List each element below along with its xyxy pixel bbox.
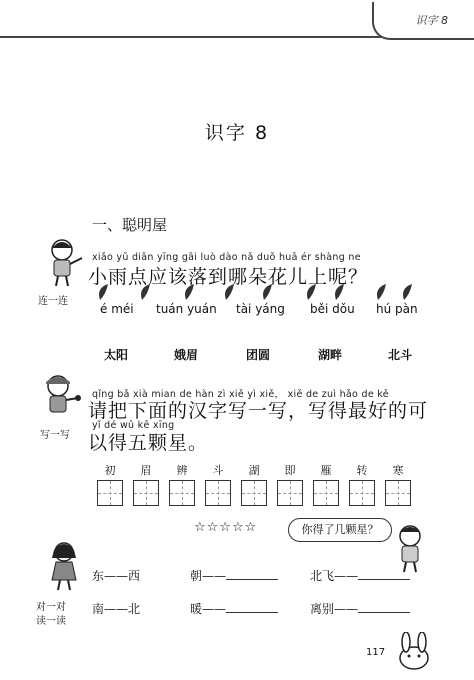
pair-word-a: 东 (92, 569, 105, 583)
connect-label: 连一连 (38, 296, 68, 307)
kid-writing-icon (38, 372, 82, 424)
grid-char-6: 即 (284, 464, 296, 477)
answer-blank[interactable] (226, 602, 278, 613)
raindrop-icon (398, 282, 418, 302)
q2-pinyin-line2: yǐ dé wǔ kē xīng (92, 420, 175, 431)
option-pinyin-1[interactable]: é méi (100, 302, 134, 316)
write-label: 写一写 (40, 430, 70, 441)
header-tab (372, 2, 474, 40)
writing-grid-8[interactable] (349, 480, 375, 506)
grid-char-9: 寒 (392, 464, 404, 477)
option-pinyin-2[interactable]: tuán yuán (156, 302, 217, 316)
pair-word-a: 朝 (190, 569, 203, 583)
page-number: 117 (366, 647, 386, 658)
option-pinyin-3[interactable]: tài yáng (236, 302, 285, 316)
q2-pinyin-line1: qǐng bǎ xià mian de hàn zì xiě yì xiě， xiě de zuì hǎo de kě (92, 389, 389, 400)
pair-item-6: 离别—— (310, 600, 410, 617)
writing-grid-5[interactable] (241, 480, 267, 506)
grid-char-7: 雁 (320, 464, 332, 477)
pair-item-4: 南——北 (92, 602, 141, 616)
option-pinyin-4[interactable]: běi dǒu (310, 302, 355, 316)
raindrop-icon (94, 282, 114, 302)
pair-item-1: 东——西 (92, 569, 141, 583)
answer-blank[interactable] (226, 569, 278, 580)
raindrop-icon (330, 282, 350, 302)
answer-blank[interactable] (358, 569, 410, 580)
q1-question: 小雨点应该落到哪朵花儿上呢？ (88, 266, 369, 288)
grid-char-3: 辨 (176, 464, 188, 477)
page-title: 识字 8 (204, 122, 270, 144)
pair-word-a: 离别 (310, 602, 335, 616)
flower-word-4[interactable]: 湖畔 (318, 348, 343, 362)
pair-item-5: 暖—— (190, 600, 278, 617)
pair-label-line2: 读一读 (36, 616, 66, 627)
writing-grid-3[interactable] (169, 480, 195, 506)
pair-word-a: 暖 (190, 602, 203, 616)
flower-word-3[interactable]: 团圆 (246, 348, 271, 362)
kid-pointing-icon (40, 236, 84, 288)
pair-item-2: 朝—— (190, 567, 278, 584)
speech-bubble: 你得了几颗星？ (288, 518, 392, 542)
grid-char-1: 初 (104, 464, 116, 477)
bunny-icon (392, 632, 436, 672)
q2-text-line1: 请把下面的汉字写一写，写得最好的可 (88, 400, 429, 422)
q2-text-line2: 以得五颗星。 (88, 432, 209, 454)
flower-word-1[interactable]: 太阳 (104, 348, 129, 362)
option-pinyin-5[interactable]: hú pàn (376, 302, 418, 316)
girl-reading-icon (44, 540, 88, 592)
section-title: 一、聪明屋 (92, 216, 168, 234)
writing-grid-7[interactable] (313, 480, 339, 506)
page-header (0, 0, 474, 38)
writing-grid-9[interactable] (385, 480, 411, 506)
raindrop-icon (372, 282, 392, 302)
raindrop-icon (302, 282, 322, 302)
q1-pinyin: xiǎo yǔ diǎn yīng gāi luò dào nǎ duǒ huā ér shàng ne (92, 252, 361, 263)
pair-word-b: 北 (128, 602, 141, 616)
raindrop-icon (220, 282, 240, 302)
answer-blank[interactable] (358, 602, 410, 613)
star-rating[interactable]: ☆☆☆☆☆ (194, 520, 258, 535)
header-text: 识字 8 (415, 14, 448, 27)
writing-grid-4[interactable] (205, 480, 231, 506)
flower-word-2[interactable]: 娥眉 (174, 348, 199, 362)
pair-label-line1: 对一对 (36, 602, 66, 613)
writing-grid-1[interactable] (97, 480, 123, 506)
writing-grid-2[interactable] (133, 480, 159, 506)
pair-word-a: 南 (92, 602, 105, 616)
grid-char-8: 转 (356, 464, 368, 477)
flower-word-5[interactable]: 北斗 (388, 348, 413, 362)
grid-char-4: 斗 (212, 464, 224, 477)
pair-item-3: 北飞—— (310, 567, 410, 584)
writing-grid-6[interactable] (277, 480, 303, 506)
pair-word-a: 北飞 (310, 569, 335, 583)
raindrop-icon (136, 282, 156, 302)
pair-word-b: 西 (128, 569, 141, 583)
grid-char-2: 眉 (140, 464, 152, 477)
raindrop-icon (258, 282, 278, 302)
raindrop-icon (180, 282, 200, 302)
grid-char-5: 湖 (248, 464, 260, 477)
